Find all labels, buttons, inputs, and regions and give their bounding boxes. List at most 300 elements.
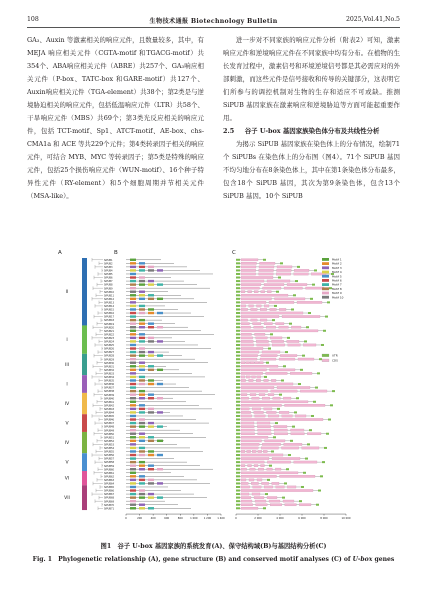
utr-box xyxy=(266,362,269,364)
cds-box xyxy=(267,461,290,463)
motif-box xyxy=(139,365,145,367)
cds-box xyxy=(294,269,309,271)
utr-box xyxy=(236,372,240,374)
cds-box xyxy=(268,415,279,417)
gene-label: SiPUB17 xyxy=(104,315,115,319)
cds-box xyxy=(258,433,272,435)
cds-box xyxy=(252,397,260,399)
cds-box xyxy=(280,475,316,477)
utr-box xyxy=(236,472,240,474)
utr-box xyxy=(322,461,325,463)
cds-box xyxy=(249,379,254,381)
cds-box xyxy=(266,326,276,328)
utr-box xyxy=(278,277,281,279)
cds-box xyxy=(241,479,246,481)
cds-box xyxy=(271,379,276,381)
utr-box xyxy=(318,490,321,492)
motif-box xyxy=(130,379,136,381)
motif-legend-label: Motif 5 xyxy=(332,274,342,279)
motif-box xyxy=(130,489,136,491)
gene-label: SiPUB70 xyxy=(104,503,115,507)
cds-box xyxy=(300,390,327,392)
motif-box xyxy=(139,312,145,314)
gene-label: SiPUB25 xyxy=(104,344,115,348)
motif-box xyxy=(148,411,154,413)
utr-box xyxy=(236,426,240,428)
utr-box xyxy=(236,277,240,279)
cds-box xyxy=(268,393,274,395)
cds-box xyxy=(253,322,262,324)
cds-box xyxy=(241,319,248,321)
motif-box xyxy=(130,418,136,420)
cds-box xyxy=(256,504,268,506)
utr-box xyxy=(279,394,282,396)
utr-box xyxy=(236,408,240,410)
motif-box xyxy=(130,429,136,431)
cds-box xyxy=(252,493,260,495)
cds-box xyxy=(250,468,256,470)
utr-box xyxy=(236,308,240,310)
cds-box xyxy=(241,287,260,289)
gene-label: SiPUB41 xyxy=(104,400,115,404)
motif-box xyxy=(148,354,154,356)
cds-box xyxy=(241,482,248,484)
cds-box xyxy=(241,447,258,449)
cds-box xyxy=(270,504,282,506)
motif-box xyxy=(139,454,145,456)
cds-box xyxy=(274,425,287,427)
motif-box xyxy=(148,298,154,300)
axis-b-tick-label: 600 xyxy=(164,517,170,521)
gene-label: SiPUB33 xyxy=(104,372,115,376)
motif-box xyxy=(139,305,145,307)
cds-box xyxy=(276,486,285,488)
right-paragraph-2: 为揭示 SiPUB 基因家族在染色体上的分布情况，绘制71个 SiPUBs 在染色体上的分布图（图4）。71个 SiPUB 基因不均匀地分布在8条染色体上，其中在第1条染色体分布最多，包含18个 SiPUB 基因，其次为第9条染色体，包含13个 SiPUB 基因。10个 SiPUB xyxy=(223,140,400,200)
cds-box xyxy=(241,351,259,353)
gene-label: SiPUB68 xyxy=(104,496,115,500)
group-strip xyxy=(82,393,87,414)
axis-c-tick-label: 8 000 xyxy=(320,517,328,521)
gene-legend-label: CDS xyxy=(332,358,338,363)
group-label: VI xyxy=(64,476,70,482)
cds-box xyxy=(282,415,293,417)
cds-box xyxy=(283,397,291,399)
utr-box xyxy=(286,468,289,470)
utr-box xyxy=(236,273,240,275)
group-strip xyxy=(82,414,87,432)
cds-box xyxy=(284,287,303,289)
cds-box xyxy=(252,408,260,410)
axis-b-tick-label: 200 xyxy=(137,517,143,521)
cds-box xyxy=(264,379,269,381)
motif-box xyxy=(139,397,145,399)
motif-box xyxy=(148,496,154,498)
cds-box xyxy=(241,404,282,406)
cds-box xyxy=(241,486,250,488)
motif-box xyxy=(139,418,145,420)
cds-box xyxy=(287,283,307,285)
cds-box xyxy=(251,308,258,310)
motif-box xyxy=(130,500,136,502)
motif-box xyxy=(148,308,154,310)
cds-box xyxy=(241,262,257,264)
utr-box xyxy=(236,333,240,335)
motif-box xyxy=(130,464,136,466)
cds-box xyxy=(241,333,252,335)
motif-box xyxy=(139,362,145,364)
utr-box xyxy=(236,301,240,303)
cds-box xyxy=(255,362,259,364)
panel-label-b: B xyxy=(114,250,118,256)
cds-box xyxy=(257,344,270,346)
cds-box xyxy=(241,422,254,424)
utr-box xyxy=(306,326,309,328)
utr-box xyxy=(236,284,240,286)
motif-box xyxy=(130,259,136,261)
cds-box xyxy=(253,486,262,488)
gene-label: SiPUB56 xyxy=(104,454,115,458)
motif-box xyxy=(130,298,136,300)
cds-box xyxy=(263,287,282,289)
section-heading xyxy=(223,125,400,138)
utr-box xyxy=(267,479,270,481)
gene-label: SiPUB2 xyxy=(104,262,113,266)
axis-b-tick-label: 1 400 xyxy=(217,517,225,521)
cds-box xyxy=(267,496,277,498)
utr-box xyxy=(324,447,327,449)
axis-c-tick-label: 10 000 xyxy=(341,517,351,521)
gene-label: SiPUB18 xyxy=(104,319,115,323)
motif-box xyxy=(148,422,154,424)
motif-box xyxy=(139,411,145,413)
motif-box xyxy=(148,326,154,328)
caption-en-prefix: Fig. 1 Phylogenetic relationship (A), gene structure (B) and conserved motif analyses (C) of xyxy=(32,556,353,563)
gene-label: SiPUB63 xyxy=(104,478,115,482)
motif-box xyxy=(130,482,136,484)
cds-box xyxy=(251,482,258,484)
motif-box xyxy=(157,312,163,314)
cds-box xyxy=(269,301,294,303)
motif-box xyxy=(130,411,136,413)
utr-box xyxy=(330,404,333,406)
motif-box xyxy=(139,464,145,466)
cds-box xyxy=(306,287,325,289)
cds-box xyxy=(254,326,264,328)
utr-box xyxy=(302,355,305,357)
motif-box xyxy=(130,486,136,488)
cds-box xyxy=(264,408,272,410)
gene-legend-label: UTR xyxy=(332,353,338,358)
motif-box xyxy=(130,390,136,392)
utr-box xyxy=(236,429,240,431)
motif-box xyxy=(148,369,154,371)
motif-box xyxy=(139,347,145,349)
cds-box xyxy=(254,291,258,293)
motif-box xyxy=(130,457,136,459)
cds-box xyxy=(241,411,251,413)
cds-box xyxy=(256,337,268,339)
utr-box xyxy=(295,280,298,282)
motif-box xyxy=(130,401,136,403)
gene-label: SiPUB39 xyxy=(104,393,115,397)
motif-box xyxy=(157,425,163,427)
cds-box xyxy=(252,450,256,452)
utr-box xyxy=(236,259,240,261)
utr-box xyxy=(236,504,240,506)
gene-label: SiPUB20 xyxy=(104,326,115,330)
cds-box xyxy=(241,283,261,285)
motif-box xyxy=(157,397,163,399)
motif-legend-label: Motif 2 xyxy=(332,261,342,266)
group-label: IV xyxy=(64,441,70,447)
gene-label: SiPUB31 xyxy=(104,365,115,369)
cds-box xyxy=(241,315,279,317)
motif-box xyxy=(139,422,145,424)
section-title: 谷子 U-box 基因家族染色体分布及共线性分析 xyxy=(244,127,380,135)
motif-box xyxy=(130,280,136,282)
panel-label-c: C xyxy=(232,250,236,256)
motif-legend-swatch xyxy=(322,266,329,269)
motif-box xyxy=(130,493,136,495)
cds-box xyxy=(260,308,267,310)
motif-box xyxy=(130,301,136,303)
motif-box xyxy=(130,287,136,289)
motif-box xyxy=(157,411,163,413)
cds-box xyxy=(259,273,274,275)
motif-box xyxy=(130,450,136,452)
motif-box xyxy=(148,337,154,339)
utr-box xyxy=(236,497,240,499)
utr-box xyxy=(272,319,275,321)
cds-box xyxy=(241,443,259,445)
cds-box xyxy=(254,496,264,498)
gene-label: SiPUB5 xyxy=(104,273,113,277)
gene-legend-swatch xyxy=(322,359,329,362)
utr-box xyxy=(236,475,240,477)
cds-box xyxy=(260,319,267,321)
motif-box xyxy=(139,393,145,395)
motif-box xyxy=(130,319,136,321)
motif-box xyxy=(130,397,136,399)
motif-box xyxy=(148,482,154,484)
utr-box xyxy=(300,369,303,371)
utr-box xyxy=(288,454,291,456)
motif-box xyxy=(139,269,145,271)
utr-box xyxy=(298,383,301,385)
motif-box xyxy=(130,376,136,378)
motif-box xyxy=(139,479,145,481)
motif-box xyxy=(157,326,163,328)
motif-box xyxy=(130,422,136,424)
cds-box xyxy=(241,379,246,381)
gene-label: SiPUB9 xyxy=(104,287,113,291)
utr-box xyxy=(332,390,335,392)
utr-box xyxy=(301,486,304,488)
utr-box xyxy=(236,269,240,271)
axis-b-tick-label: 1 000 xyxy=(190,517,198,521)
cds-box xyxy=(261,464,265,466)
cds-box xyxy=(249,479,254,481)
utr-box xyxy=(236,280,240,282)
motif-box xyxy=(157,369,163,371)
utr-box xyxy=(317,372,320,374)
motif-box xyxy=(139,319,145,321)
motif-box xyxy=(148,294,154,296)
gene-label: SiPUB50 xyxy=(104,432,115,436)
gene-label: SiPUB8 xyxy=(104,283,113,287)
cds-box xyxy=(297,301,322,303)
motif-legend-label: Motif 3 xyxy=(332,265,342,270)
motif-box xyxy=(148,266,154,268)
utr-box xyxy=(236,362,240,364)
utr-box xyxy=(236,390,240,392)
cds-box xyxy=(294,461,317,463)
motif-box xyxy=(148,269,154,271)
cds-box xyxy=(265,440,286,442)
cds-box xyxy=(241,322,250,324)
gene-label: SiPUB47 xyxy=(104,422,115,426)
cds-box xyxy=(275,298,306,300)
utr-box xyxy=(236,397,240,399)
motif-box xyxy=(130,291,136,293)
utr-box xyxy=(236,458,240,460)
right-column xyxy=(223,34,400,203)
utr-box xyxy=(287,337,290,339)
cds-box xyxy=(246,376,250,378)
motif-box xyxy=(148,393,154,395)
gene-label: SiPUB27 xyxy=(104,351,115,355)
motif-legend-label: Motif 9 xyxy=(332,291,342,296)
utr-box xyxy=(275,422,278,424)
cds-box xyxy=(275,468,281,470)
gene-label: SiPUB42 xyxy=(104,404,115,408)
utr-box xyxy=(236,454,240,456)
motif-box xyxy=(130,436,136,438)
cds-box xyxy=(257,422,270,424)
axis-b-tick-label: 800 xyxy=(177,517,183,521)
utr-box xyxy=(236,262,240,264)
cds-box xyxy=(282,315,320,317)
utr-box xyxy=(236,461,240,463)
motif-box xyxy=(130,454,136,456)
cds-box xyxy=(291,429,305,431)
utr-box xyxy=(297,266,300,268)
utr-box xyxy=(236,447,240,449)
motif-box xyxy=(130,283,136,285)
utr-box xyxy=(236,383,240,385)
motif-box xyxy=(130,404,136,406)
gene-label: SiPUB61 xyxy=(104,471,115,475)
gene-label: SiPUB58 xyxy=(104,461,115,465)
utr-box xyxy=(236,305,240,307)
cds-box xyxy=(241,489,313,491)
gene-label: SiPUB71 xyxy=(104,507,115,511)
cds-box xyxy=(241,461,264,463)
gene-label: SiPUB51 xyxy=(104,436,115,440)
cds-box xyxy=(241,308,248,310)
motif-box xyxy=(157,440,163,442)
cds-box xyxy=(241,372,263,374)
utr-box xyxy=(273,436,276,438)
cds-box xyxy=(241,464,245,466)
utr-box xyxy=(303,472,306,474)
cds-box xyxy=(279,308,286,310)
gene-label: SiPUB10 xyxy=(104,290,115,294)
cds-box xyxy=(283,500,294,502)
cds-box xyxy=(241,436,268,438)
utr-box xyxy=(320,475,323,477)
utr-box xyxy=(236,340,240,342)
motif-box xyxy=(139,308,145,310)
cds-box xyxy=(291,326,301,328)
gene-label: SiPUB4 xyxy=(104,269,113,273)
cds-box xyxy=(241,298,272,300)
utr-box xyxy=(309,429,312,431)
motif-box xyxy=(148,312,154,314)
cds-box xyxy=(251,319,258,321)
gene-label: SiPUB21 xyxy=(104,329,115,333)
cds-box xyxy=(241,340,253,342)
motif-box xyxy=(130,475,136,477)
gene-label: SiPUB46 xyxy=(104,418,115,422)
cds-box xyxy=(241,369,267,371)
cds-box xyxy=(274,433,288,435)
motif-box xyxy=(130,369,136,371)
utr-box xyxy=(236,330,240,332)
utr-box xyxy=(321,344,324,346)
cds-box xyxy=(249,305,254,307)
motif-legend-label: Motif 4 xyxy=(332,270,342,275)
motif-box xyxy=(130,333,136,335)
cds-box xyxy=(269,500,280,502)
cds-box xyxy=(288,344,301,346)
cds-box xyxy=(272,482,279,484)
motif-box xyxy=(130,340,136,342)
motif-box xyxy=(139,461,145,463)
motif-box xyxy=(130,461,136,463)
utr-box xyxy=(292,426,295,428)
gene-label: SiPUB26 xyxy=(104,347,115,351)
cds-box xyxy=(270,369,296,371)
cds-box xyxy=(248,291,252,293)
gene-label: SiPUB35 xyxy=(104,379,115,383)
motif-box xyxy=(130,269,136,271)
motif-box xyxy=(148,464,154,466)
cds-box xyxy=(241,273,256,275)
utr-box xyxy=(281,379,284,381)
cds-box xyxy=(248,464,252,466)
motif-legend-swatch xyxy=(322,262,329,265)
motif-box xyxy=(130,308,136,310)
cds-box xyxy=(241,365,278,367)
cds-box xyxy=(264,322,273,324)
motif-box xyxy=(139,447,145,449)
gene-label: SiPUB38 xyxy=(104,390,115,394)
utr-box xyxy=(308,312,311,314)
utr-box xyxy=(236,436,240,438)
utr-box xyxy=(236,440,240,442)
cds-box xyxy=(247,450,251,452)
motif-legend-swatch xyxy=(322,296,329,299)
utr-box xyxy=(236,376,240,378)
motif-box xyxy=(130,393,136,395)
motif-box xyxy=(130,312,136,314)
utr-box xyxy=(236,312,240,314)
cds-box xyxy=(276,322,285,324)
cds-box xyxy=(241,330,318,332)
motif-box xyxy=(130,330,136,332)
cds-box xyxy=(241,457,269,459)
